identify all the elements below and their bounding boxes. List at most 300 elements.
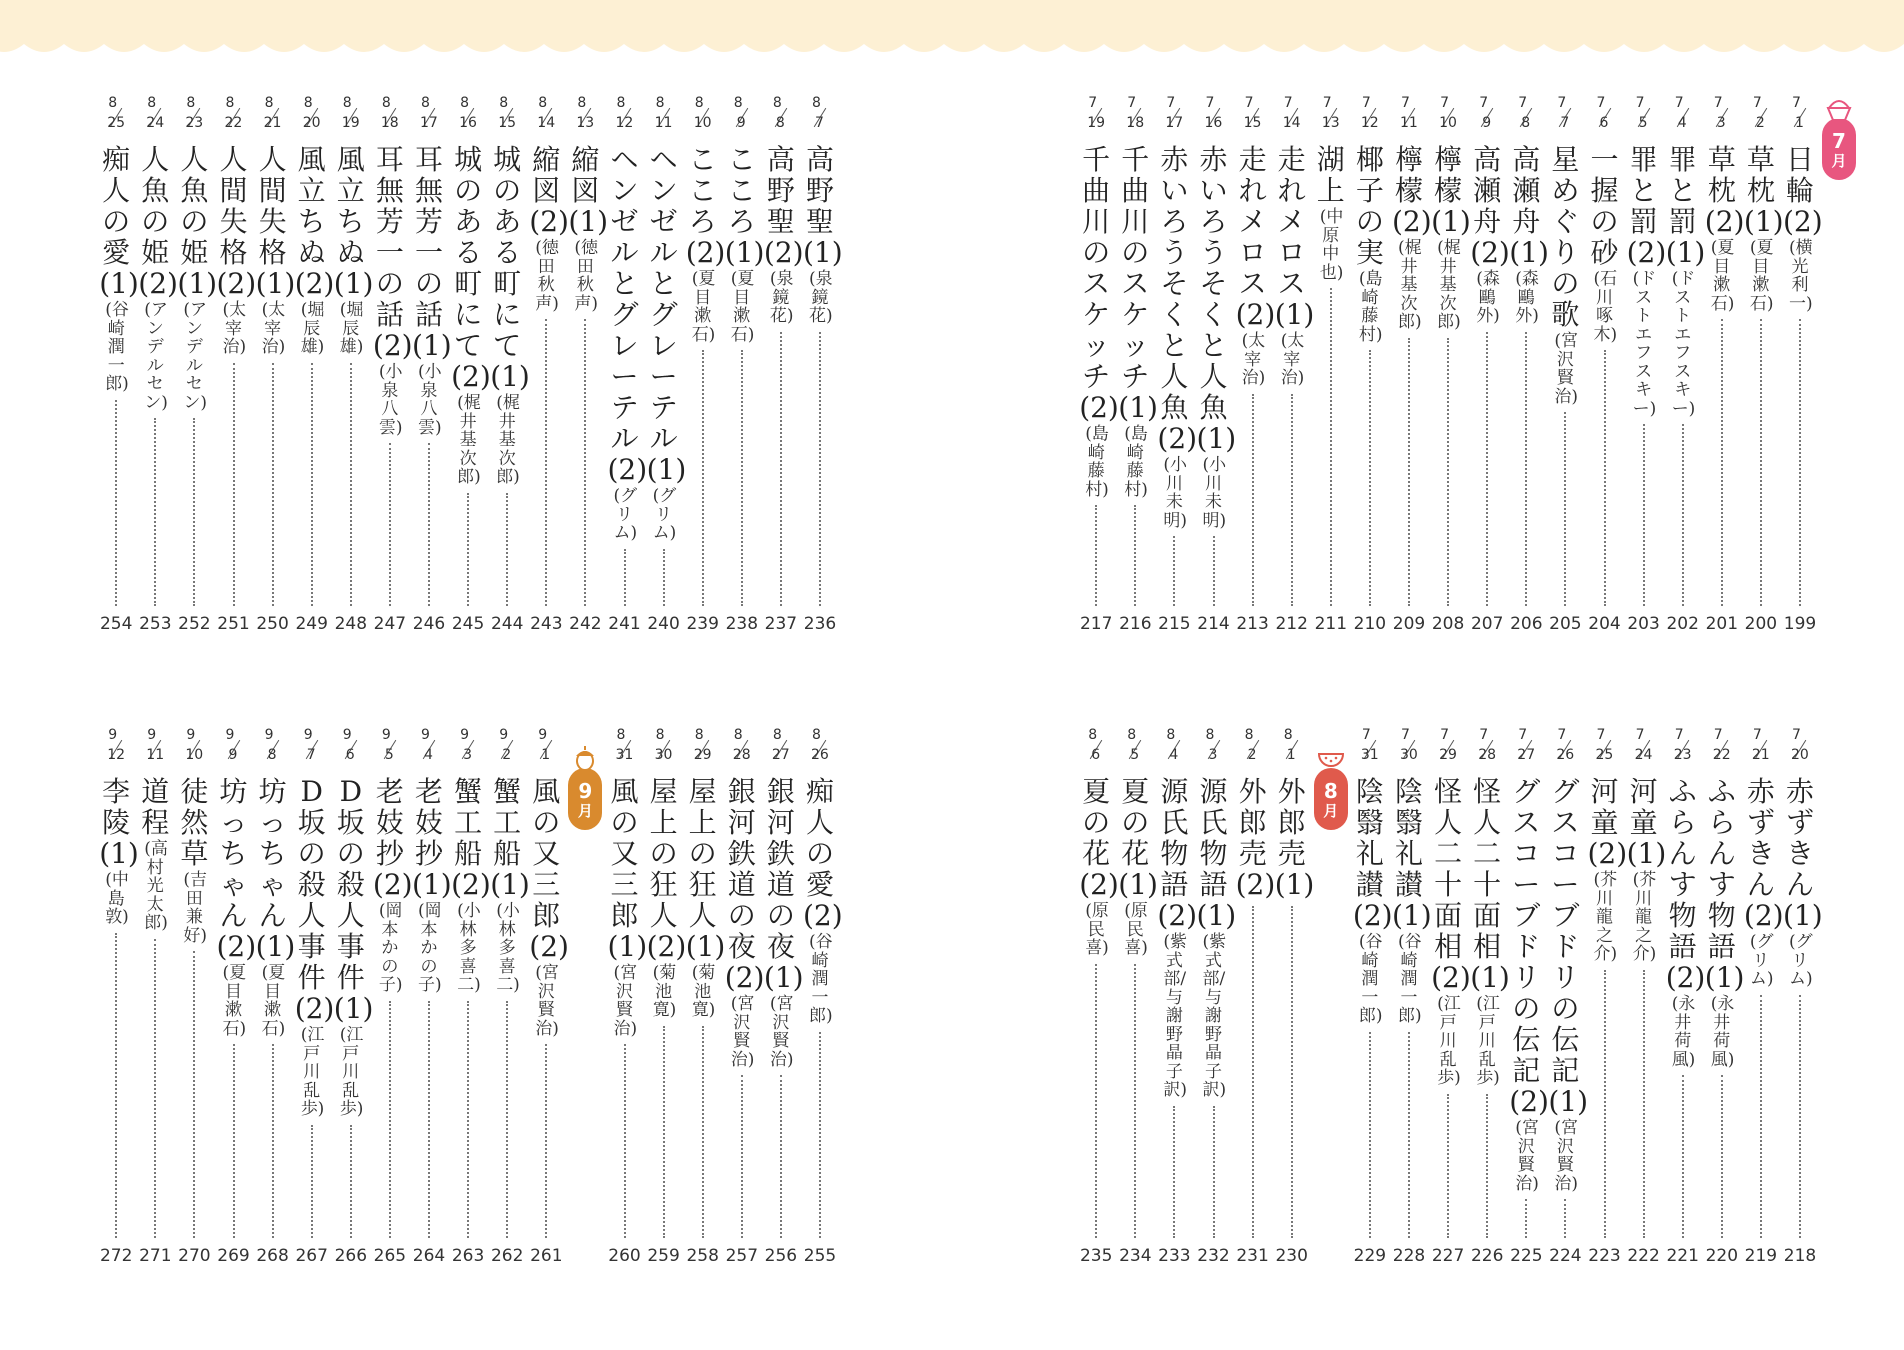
entry-text <box>644 775 687 1020</box>
entry-page-number: 238 <box>725 614 759 634</box>
toc-entry[interactable] <box>135 728 175 1268</box>
entry-title: 源氏物語(1) <box>1196 775 1237 932</box>
leader-dots <box>780 1075 782 1238</box>
date-month: 7 <box>1205 95 1215 111</box>
toc-entry[interactable] <box>1585 727 1628 1268</box>
toc-entry[interactable] <box>1115 727 1158 1268</box>
entry-title: 赤いろうそくと人魚(1) <box>1196 143 1237 455</box>
date-month: 7 <box>1401 727 1410 743</box>
toc-entry[interactable] <box>96 727 139 1268</box>
entry-title: 耳無芳一の話(1) <box>412 143 452 362</box>
leader-dots <box>1213 536 1215 606</box>
entry-text <box>292 775 335 1119</box>
leader-dots <box>1447 338 1449 606</box>
toc-entry[interactable] <box>722 95 765 636</box>
entry-text <box>1467 775 1510 1088</box>
entry-author: (梶井基次郎) <box>1398 238 1422 332</box>
entry-page-number: 221 <box>1666 1246 1699 1266</box>
entry-title: 老妓抄(1) <box>412 775 452 901</box>
entry-date <box>1506 728 1546 768</box>
entry-author: (江戸川乱歩) <box>1437 994 1461 1088</box>
date-month: 8 <box>1283 727 1293 743</box>
entry-author: (太宰 治) <box>1241 331 1266 388</box>
toc-entry[interactable] <box>253 727 296 1268</box>
toc-entry[interactable] <box>1272 95 1315 636</box>
toc-entry[interactable] <box>370 727 413 1268</box>
entry-text <box>214 143 257 357</box>
entry-author: (徳田秋声) <box>574 238 599 314</box>
entry-date <box>683 728 723 768</box>
date-day: 4 <box>1169 747 1179 763</box>
entry-title: 河童(2) <box>1587 775 1628 870</box>
entry-text <box>1467 143 1510 326</box>
toc-entry[interactable] <box>1585 96 1625 636</box>
entry-page-number: 262 <box>490 1246 524 1266</box>
date-month: 7 <box>1596 727 1606 743</box>
date-day: 31 <box>615 747 634 763</box>
entry-title: 銀河鉄道の夜(1) <box>763 775 804 994</box>
entry-text <box>214 775 257 1039</box>
entry-title: 屋上の狂人(2) <box>646 775 687 963</box>
entry-author: (高村光太郎) <box>144 839 168 933</box>
toc-entry[interactable] <box>409 727 452 1268</box>
entry-text <box>135 143 178 413</box>
entry-text <box>370 775 413 995</box>
toc-entry[interactable] <box>214 727 257 1268</box>
date-month: 7 <box>1518 727 1528 743</box>
toc-entry[interactable] <box>253 95 296 636</box>
toc-entry[interactable] <box>1076 727 1119 1268</box>
toc-entry[interactable] <box>683 95 726 636</box>
date-day: 3 <box>1716 115 1726 131</box>
date-month: 8 <box>812 95 821 111</box>
leader-dots <box>1799 995 1801 1238</box>
entry-title: 一握の砂 <box>1590 143 1619 269</box>
leader-dots <box>389 1001 391 1238</box>
toc-entry[interactable] <box>1663 95 1706 636</box>
toc-entry[interactable] <box>487 727 530 1268</box>
leader-dots <box>1486 1094 1488 1238</box>
entry-title: 怪人二十面相(1) <box>1470 775 1510 994</box>
date-month: 7 <box>1088 95 1098 111</box>
date-day: 11 <box>146 747 165 763</box>
toc-entry[interactable] <box>1389 95 1432 636</box>
entry-title: ふらんす物語(1) <box>1704 775 1745 994</box>
toc-entry[interactable] <box>331 95 374 636</box>
entry-text <box>331 143 374 357</box>
toc-entry[interactable] <box>1389 727 1432 1268</box>
date-day: 27 <box>1517 747 1536 763</box>
toc-entry[interactable] <box>292 727 335 1268</box>
entry-author: (夏目漱石) <box>261 963 286 1039</box>
entry-text <box>487 143 530 487</box>
toc-entry[interactable] <box>1780 95 1823 636</box>
entry-author: (宮沢賢治) <box>535 963 559 1039</box>
toc-entry[interactable] <box>96 95 139 636</box>
entry-text <box>331 775 374 1119</box>
entry-page-number: 249 <box>295 614 328 634</box>
entry-author: (堀 辰雄) <box>339 300 364 357</box>
toc-entry[interactable] <box>1115 95 1158 636</box>
entry-author: (アンデルセン) <box>144 300 168 413</box>
date-month: 8 <box>616 95 626 111</box>
entry-text <box>1780 775 1823 989</box>
entry-author: (岡本かの子) <box>418 901 442 995</box>
entry-author: (宮沢賢治) <box>1554 331 1579 407</box>
entry-date <box>1350 728 1390 768</box>
date-month: 7 <box>1713 727 1723 743</box>
entry-title: 陰翳礼讃(1) <box>1392 775 1432 932</box>
leader-dots <box>506 1001 508 1238</box>
entry-author: (梶井基次郎) <box>1437 238 1461 332</box>
date-month: 7 <box>1713 95 1723 111</box>
entry-author: (横光利一) <box>1789 238 1813 314</box>
entry-author: (宮沢賢治) <box>613 963 638 1039</box>
entry-title: 外郎売(2) <box>1235 775 1276 901</box>
date-day: 4 <box>1677 115 1687 131</box>
entry-author: (宮沢賢治) <box>1554 1118 1579 1194</box>
entry-date <box>174 728 214 768</box>
date-day: 23 <box>1673 747 1692 763</box>
leader-dots <box>741 350 743 606</box>
entry-date <box>800 728 840 768</box>
entry-title: 赤ずきん(1) <box>1783 775 1823 932</box>
entry-title: 日輪(2) <box>1783 143 1823 238</box>
entry-page-number: 266 <box>334 1246 368 1266</box>
date-month: 8 <box>342 95 352 111</box>
toc-entry[interactable] <box>448 727 491 1268</box>
leader-dots <box>1369 1032 1371 1238</box>
entry-date <box>448 728 488 768</box>
date-day: 8 <box>775 115 785 131</box>
toc-entry[interactable] <box>1428 95 1471 636</box>
leader-dots <box>1643 970 1645 1238</box>
date-day: 12 <box>1360 115 1379 131</box>
entry-date <box>487 96 527 136</box>
toc-entry[interactable] <box>1194 95 1237 636</box>
entry-page-number: 231 <box>1236 1246 1269 1266</box>
toc-entry[interactable] <box>1506 727 1549 1268</box>
entry-date <box>96 96 136 136</box>
entry-author: (小泉八雲) <box>378 362 403 438</box>
toc-entry[interactable] <box>174 95 218 636</box>
entry-author: (江戸川乱歩) <box>339 1025 364 1119</box>
month-badge-unit: 月 <box>577 802 593 820</box>
date-day: 9 <box>736 115 746 131</box>
date-day: 8 <box>267 747 277 763</box>
entry-page-number: 270 <box>178 1246 211 1266</box>
toc-entry[interactable] <box>1233 95 1276 636</box>
toc-entry[interactable] <box>683 727 726 1268</box>
entry-author: (泉 鏡花) <box>769 269 794 326</box>
entry-title: D坂の殺人事件(2) <box>294 775 335 1025</box>
entry-text <box>1702 143 1745 314</box>
toc-entry[interactable] <box>1663 727 1706 1268</box>
entry-text <box>761 775 804 1070</box>
entry-page-number: 264 <box>412 1246 446 1266</box>
entry-page-number: 225 <box>1510 1246 1543 1266</box>
toc-entry[interactable] <box>800 727 843 1268</box>
toc-entry[interactable] <box>1702 727 1745 1268</box>
leader-dots <box>1643 424 1645 606</box>
entry-title: 夏の花(1) <box>1118 775 1158 901</box>
date-day: 9 <box>1482 115 1492 131</box>
entry-page-number: 216 <box>1119 614 1152 634</box>
leader-dots <box>819 1032 821 1238</box>
date-month: 8 <box>694 95 704 111</box>
toc-entry[interactable] <box>1428 727 1471 1268</box>
entry-text <box>1663 143 1706 419</box>
entry-text <box>526 775 569 1039</box>
toc-entry[interactable] <box>174 728 214 1268</box>
entry-author: (芥川龍之介) <box>1593 870 1618 964</box>
toc-entry[interactable] <box>526 727 569 1268</box>
date-day: 6 <box>1091 747 1101 763</box>
entry-date <box>214 96 254 136</box>
toc-entry[interactable] <box>1624 727 1667 1268</box>
toc-entry[interactable] <box>1272 727 1315 1268</box>
date-day: 25 <box>107 115 126 131</box>
month-badge-unit: 月 <box>1831 152 1847 170</box>
date-month: 7 <box>1674 727 1684 743</box>
entry-title: こころ(2) <box>685 143 726 269</box>
entry-text <box>1350 144 1390 344</box>
entry-date <box>1585 96 1625 136</box>
entry-author: (ドストエフスキー) <box>1671 269 1696 419</box>
date-month: 8 <box>733 95 743 111</box>
leader-dots <box>545 319 547 606</box>
entry-text <box>1272 775 1315 901</box>
entry-page-number: 228 <box>1392 1246 1426 1266</box>
toc-entry[interactable] <box>644 95 687 636</box>
entry-text <box>135 776 175 933</box>
entry-page-number: 243 <box>530 614 563 634</box>
entry-date <box>292 96 332 136</box>
entry-author: (永井荷風) <box>1710 994 1735 1070</box>
entry-page-number: 232 <box>1197 1246 1230 1266</box>
date-month: 8 <box>812 727 821 743</box>
entry-title: 屋上の狂人(1) <box>685 775 726 963</box>
entry-text <box>605 775 648 1039</box>
toc-entry[interactable] <box>409 95 452 636</box>
toc-entry[interactable] <box>800 95 843 636</box>
month-badge-7 <box>1822 118 1856 180</box>
entry-title: 湖上 <box>1316 143 1345 207</box>
entry-author: (小川未明) <box>1163 455 1188 531</box>
entry-date <box>605 728 645 768</box>
entry-date <box>1154 96 1194 136</box>
date-month: 8 <box>264 95 274 111</box>
entry-text <box>1389 143 1432 332</box>
entry-author: (中島 敦) <box>105 870 129 927</box>
toc-entry[interactable] <box>761 727 804 1268</box>
leader-dots <box>584 319 586 606</box>
entry-date <box>565 96 605 136</box>
toc-entry[interactable] <box>1741 727 1784 1268</box>
entry-date <box>1624 96 1664 136</box>
leader-dots <box>350 1125 352 1238</box>
entry-page-number: 203 <box>1627 614 1660 634</box>
entry-author: (菊池 寛) <box>652 963 677 1020</box>
entry-date <box>1780 728 1820 768</box>
entry-title: 赤ずきん(2) <box>1743 775 1784 932</box>
entry-title: 銀河鉄道の夜(2) <box>724 775 765 994</box>
date-day: 19 <box>1087 115 1106 131</box>
toc-entry[interactable] <box>605 727 648 1268</box>
date-day: 14 <box>537 115 556 131</box>
entry-date <box>1428 96 1468 136</box>
toc-entry[interactable] <box>1154 95 1198 636</box>
entry-date <box>644 728 684 768</box>
date-day: 22 <box>224 115 243 131</box>
toc-entry[interactable] <box>1741 95 1784 636</box>
entry-date <box>526 728 566 768</box>
date-month: 8 <box>655 95 665 111</box>
entry-title: 風立ちぬ(2) <box>294 143 335 300</box>
leader-dots <box>1564 412 1566 606</box>
toc-entry[interactable] <box>1780 727 1823 1268</box>
entry-text <box>448 143 491 487</box>
entry-date <box>1467 96 1507 136</box>
entry-author: (グリム) <box>1789 932 1813 989</box>
entry-date <box>1741 728 1781 768</box>
entry-title: 風立ちぬ(1) <box>333 143 374 300</box>
entry-title: 蟹工船(2) <box>451 775 491 901</box>
date-month: 8 <box>499 95 509 111</box>
toc-entry[interactable] <box>1545 96 1585 636</box>
date-month: 7 <box>1635 95 1645 111</box>
date-month: 8 <box>421 95 430 111</box>
date-month: 8 <box>733 727 743 743</box>
entry-page-number: 220 <box>1705 1246 1739 1266</box>
toc-entry[interactable] <box>1194 727 1237 1268</box>
entry-text <box>409 775 452 995</box>
date-day: 29 <box>1439 747 1457 763</box>
toc-entry[interactable] <box>331 727 374 1268</box>
date-day: 21 <box>263 115 282 131</box>
entry-title: 老妓抄(2) <box>372 775 413 901</box>
entry-text <box>1780 143 1823 314</box>
entry-author: (小川未明) <box>1202 455 1227 531</box>
entry-author: (紫式部/与謝野晶子 訳) <box>1202 932 1227 1100</box>
entry-author: (江戸川乱歩) <box>1476 994 1500 1088</box>
entry-page-number: 209 <box>1392 614 1426 634</box>
entry-page-number: 217 <box>1079 614 1113 634</box>
entry-title: 人間失格(1) <box>255 143 296 300</box>
entry-page-number: 234 <box>1119 1246 1152 1266</box>
toc-entry[interactable] <box>1311 96 1351 636</box>
date-day: 13 <box>1321 115 1340 131</box>
entry-page-number: 206 <box>1510 614 1543 634</box>
entry-text <box>1741 775 1784 989</box>
leader-dots <box>1721 319 1723 606</box>
toc-entry[interactable] <box>605 95 648 636</box>
date-month: 8 <box>655 727 665 743</box>
date-month: 7 <box>1557 727 1567 743</box>
entry-text <box>1154 143 1198 531</box>
leader-dots <box>272 1044 274 1238</box>
entry-text <box>1389 775 1432 1026</box>
toc-entry[interactable] <box>644 727 687 1268</box>
toc-entry[interactable] <box>487 95 530 636</box>
date-day: 31 <box>1360 747 1379 763</box>
toc-entry[interactable] <box>1545 727 1589 1268</box>
entry-author: (夏目漱石) <box>730 269 755 345</box>
date-day: 7 <box>815 115 824 131</box>
toc-entry[interactable] <box>292 95 335 636</box>
entry-title: 李陵(1) <box>99 775 139 870</box>
toc-entry[interactable] <box>1506 95 1549 636</box>
leader-dots <box>311 1125 313 1238</box>
toc-entry[interactable] <box>370 95 413 636</box>
entry-author: (グリム) <box>613 486 638 543</box>
date-day: 10 <box>185 747 204 763</box>
entry-author: (徳田秋声) <box>535 238 559 314</box>
entry-date <box>1115 96 1155 136</box>
toc-entry[interactable] <box>1233 727 1276 1268</box>
entry-page-number: 219 <box>1744 1246 1778 1266</box>
date-month: 9 <box>499 727 509 743</box>
entry-page-number: 235 <box>1079 1246 1113 1266</box>
entry-page-number: 253 <box>139 614 172 634</box>
leader-dots <box>115 400 117 606</box>
toc-entry[interactable] <box>565 95 609 636</box>
date-month: 8 <box>1166 727 1176 743</box>
toc-entry[interactable] <box>1467 95 1510 636</box>
toc-entry[interactable] <box>1467 727 1510 1268</box>
toc-entry[interactable] <box>1350 727 1393 1268</box>
entry-date <box>409 96 449 136</box>
toc-entry[interactable] <box>135 95 178 636</box>
entry-date <box>292 728 332 768</box>
leader-dots <box>1213 1106 1215 1238</box>
entry-page-number: 230 <box>1275 1246 1308 1266</box>
toc-entry[interactable] <box>526 95 569 636</box>
entry-author: (小林多喜二) <box>457 901 481 995</box>
entry-text <box>1115 143 1158 500</box>
toc-entry[interactable] <box>1154 727 1198 1268</box>
toc-entry[interactable] <box>1350 96 1390 636</box>
entry-title: 縮図(2) <box>529 143 569 238</box>
leader-dots <box>311 363 313 606</box>
entry-author: (森 鷗外) <box>1515 269 1539 326</box>
date-day: 28 <box>732 747 751 763</box>
toc-block-late-july-early-august <box>1060 727 1823 1268</box>
entry-text <box>1311 144 1351 282</box>
toc-entry[interactable] <box>1624 95 1667 636</box>
date-month: 8 <box>1244 727 1254 743</box>
date-day: 7 <box>306 747 316 763</box>
entry-date <box>1780 96 1820 136</box>
date-day: 2 <box>502 747 512 763</box>
toc-entry[interactable] <box>1702 95 1745 636</box>
toc-entry[interactable] <box>448 95 491 636</box>
toc-entry[interactable] <box>761 95 804 636</box>
date-day: 2 <box>1755 115 1765 131</box>
toc-entry[interactable] <box>214 95 257 636</box>
entry-author: (グリム) <box>1749 932 1774 989</box>
toc-entry[interactable] <box>722 727 765 1268</box>
leader-dots <box>389 443 391 606</box>
leader-dots <box>1095 964 1097 1238</box>
entry-author: (太宰 治) <box>222 300 247 357</box>
toc-entry[interactable] <box>1076 95 1119 636</box>
leader-dots <box>1760 995 1762 1238</box>
entry-title: 外郎売(1) <box>1274 775 1315 901</box>
entry-page-number: 265 <box>373 1246 407 1266</box>
entry-date <box>253 96 293 136</box>
date-month: 7 <box>1792 95 1801 111</box>
